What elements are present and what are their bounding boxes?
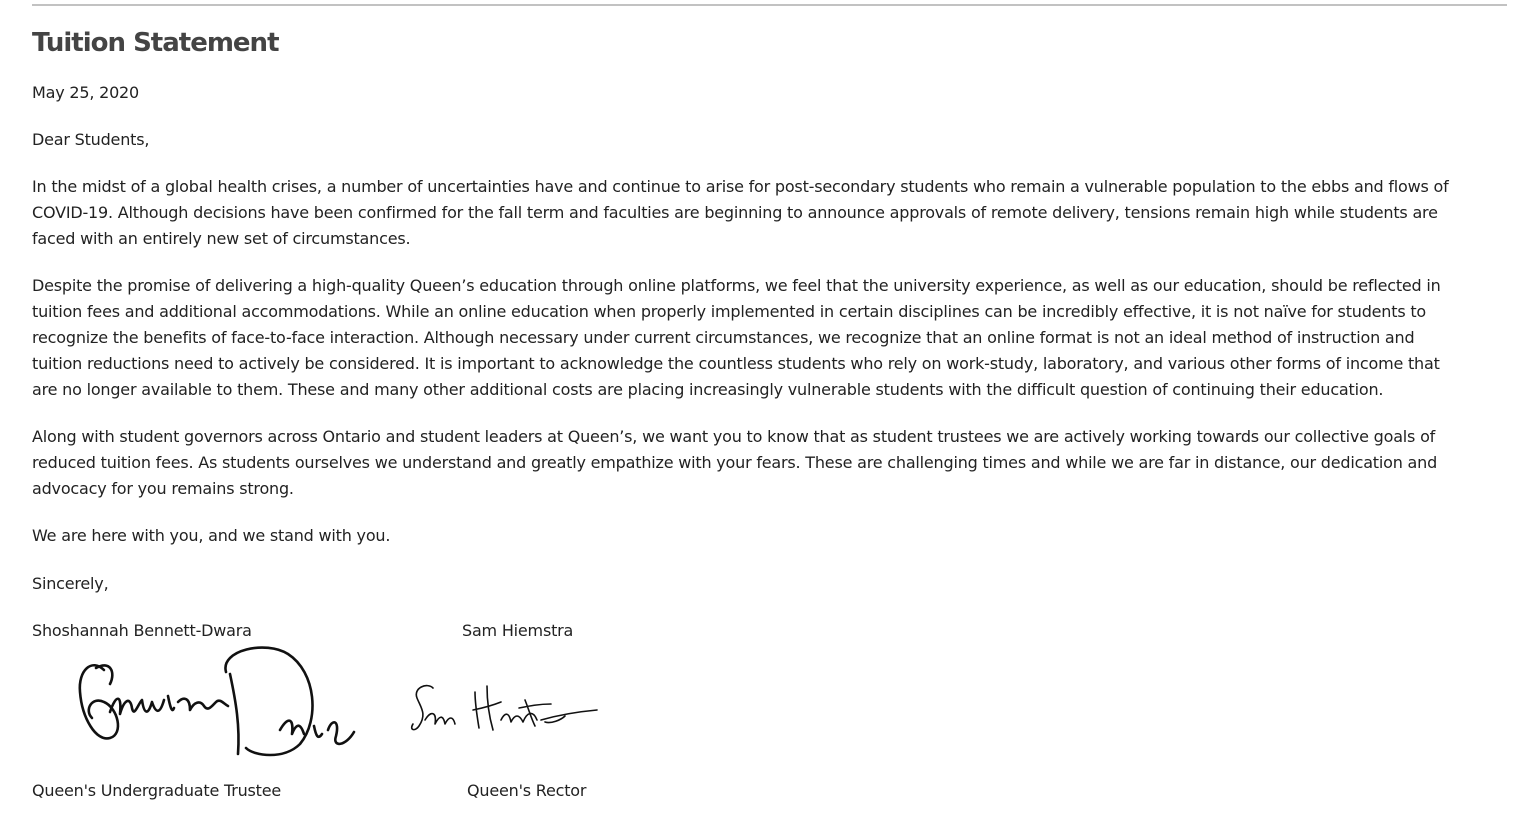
closing-statement: We are here with you, and we stand with you. — [32, 526, 391, 545]
signature-trustee — [70, 644, 360, 764]
page-title: Tuition Statement — [32, 28, 279, 58]
signatory-role-trustee: Queen's Undergraduate Trustee — [32, 781, 282, 800]
paragraph-line: tuition fees and additional accommodations. While an online education when properly implemented in certain disciplines can be incredibly effective, it is not naïve for students to — [32, 302, 1427, 321]
top-divider — [32, 4, 1507, 6]
paragraph-line: are no longer available to them. These and many other additional costs are placing increasingly vulnerable students with the difficult question of continuing their education. — [32, 380, 1384, 399]
letter-date: May 25, 2020 — [32, 83, 140, 102]
paragraph-line: tuition reductions need to actively be considered. It is important to acknowledge the countless students who rely on work-study, laboratory, and various other forms of income that — [32, 354, 1440, 373]
paragraph-line: faced with an entirely new set of circumstances. — [32, 229, 411, 248]
signature-rector — [405, 680, 605, 740]
paragraph-line: In the midst of a global health crises, a number of uncertainties have and continue to arise for post-secondary students who remain a vulnerable population to the ebbs and flows of — [32, 177, 1449, 196]
paragraph-line: Despite the promise of delivering a high-quality Queen’s education through online platforms, we feel that the university experience, as well as our education, should be reflected in — [32, 276, 1441, 295]
paragraph-line: recognize the benefits of face-to-face interaction. Although necessary under current circumstances, we recognize that an online format is not an ideal method of instruction and — [32, 328, 1415, 347]
paragraph-3 — [32, 424, 1522, 502]
paragraph-1 — [32, 174, 1522, 252]
signatory-name-rector: Sam Hiemstra — [462, 621, 574, 640]
paragraph-line: Along with student governors across Ontario and student leaders at Queen’s, we want you to know that as student trustees we are actively working towards our collective goals of — [32, 427, 1436, 446]
paragraph-line: COVID-19. Although decisions have been confirmed for the fall term and faculties are beginning to announce approvals of remote delivery, tensions remain high while students are — [32, 203, 1438, 222]
letter-salutation: Dear Students, — [32, 130, 150, 149]
sign-off: Sincerely, — [32, 574, 109, 593]
paragraph-line: reduced tuition fees. As students ourselves we understand and greatly empathize with your fears. These are challenging times and while we are far in distance, our dedication and — [32, 453, 1438, 472]
signatory-role-rector: Queen's Rector — [467, 781, 587, 800]
paragraph-line: advocacy for you remains strong. — [32, 479, 294, 498]
paragraph-2 — [32, 273, 1522, 403]
signatory-name-trustee: Shoshannah Bennett-Dwara — [32, 621, 252, 640]
